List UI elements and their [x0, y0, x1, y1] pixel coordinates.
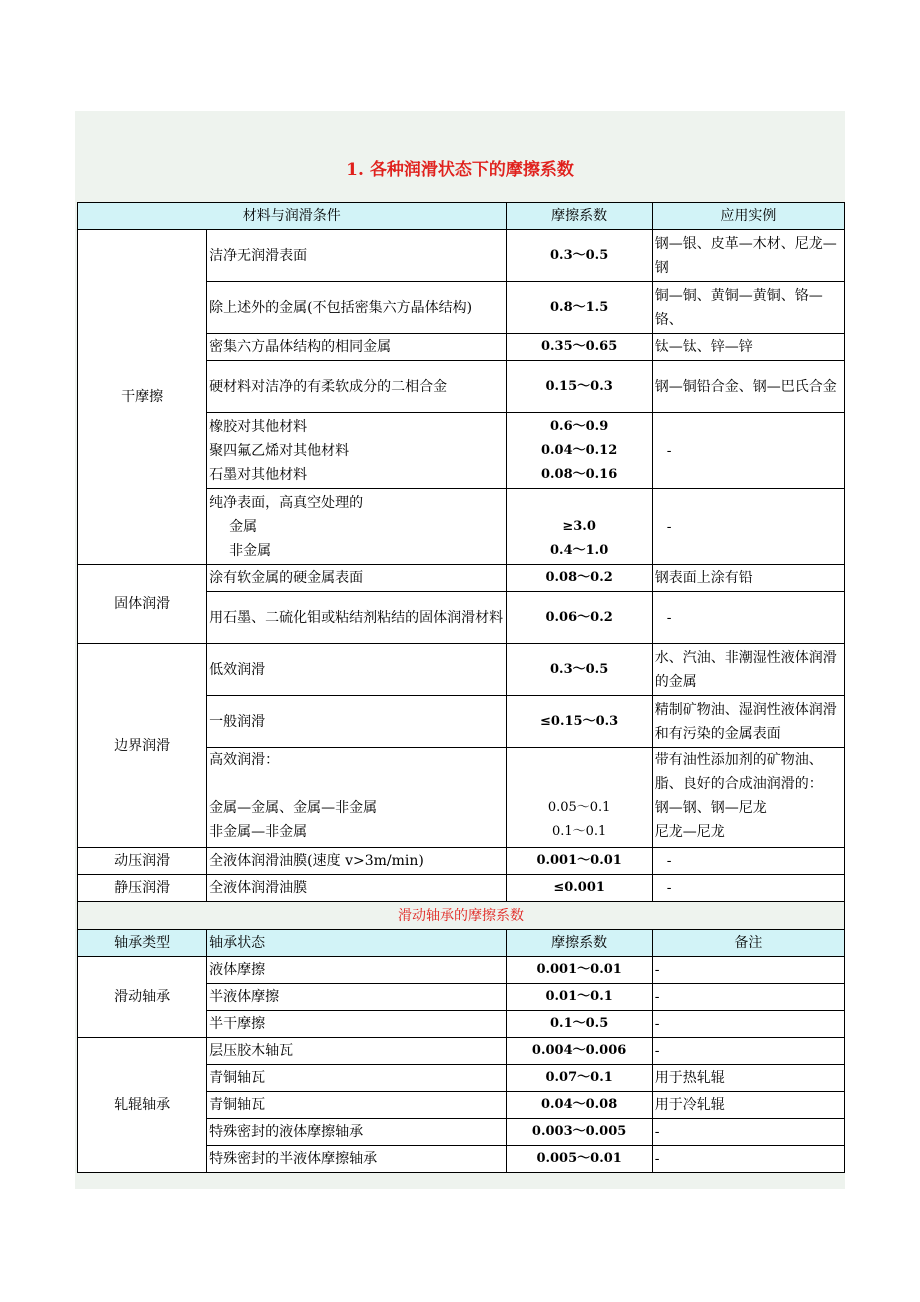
table-row: [78, 848, 845, 875]
note-cell: -: [652, 1011, 844, 1038]
state-cell: 半液体摩擦: [207, 984, 506, 1011]
application-cell: -: [652, 848, 844, 875]
condition-cell: 低效润滑: [207, 644, 506, 696]
condition-line: 高效润滑：: [209, 752, 280, 768]
group-dynamic: 动压润滑: [78, 848, 207, 875]
coef-cell: 0.001～0.01: [506, 957, 652, 984]
state-cell: 特殊密封的半液体摩擦轴承: [207, 1146, 506, 1173]
coef-cell: 0.3～0.5: [506, 230, 652, 282]
condition-cell: [207, 748, 506, 848]
state-cell: 液体摩擦: [207, 957, 506, 984]
coef-cell: 0.1～0.5: [506, 1011, 652, 1038]
application-cell: 钢表面上涂有铅: [652, 565, 844, 592]
condition-line: 纯净表面，高真空处理的: [209, 494, 364, 511]
table-row: [78, 644, 845, 696]
coef-line: 0.08～0.16: [540, 466, 618, 482]
note-cell: 用于冷轧辊: [652, 1092, 844, 1119]
table-header-row: [78, 930, 845, 957]
state-cell: 青铜轴瓦: [207, 1065, 506, 1092]
header-coefficient: 摩擦系数: [506, 203, 652, 230]
section-title-row: [78, 902, 845, 930]
table-row: [78, 565, 845, 592]
coef-cell: [506, 413, 652, 489]
condition-line: 金属: [229, 518, 258, 535]
header-application: 应用实例: [652, 203, 844, 230]
application-cell: -: [652, 413, 844, 489]
condition-cell: 涂有软金属的硬金属表面: [207, 565, 506, 592]
group-boundary: 边界润滑: [78, 644, 207, 848]
note-cell: -: [652, 957, 844, 984]
application-cell: -: [652, 875, 844, 902]
application-cell: 钢—银、皮革—木材、尼龙—钢: [652, 230, 844, 282]
group-solid: 固体润滑: [78, 565, 207, 644]
note-cell: -: [652, 1038, 844, 1065]
coef-cell: [506, 748, 652, 848]
application-cell: [652, 748, 844, 848]
note-cell: -: [652, 1119, 844, 1146]
application-cell: -: [652, 592, 844, 644]
page-title: 1. 各种润滑状态下的摩擦系数: [346, 160, 574, 180]
table-row: [78, 230, 845, 282]
state-cell: 层压胶木轴瓦: [207, 1038, 506, 1065]
application-cell: 铜—铜、黄铜—黄铜、铬—铬、: [652, 282, 844, 334]
table-row: [78, 875, 845, 902]
condition-cell: 除上述外的金属(不包括密集六方晶体结构): [207, 282, 506, 334]
condition-line: 聚四氟乙烯对其他材料: [209, 442, 350, 459]
table-row: [78, 1038, 845, 1065]
application-cell: -: [652, 489, 844, 565]
coef-cell: ≤0.15～0.3: [506, 696, 652, 748]
table-header-row: [78, 203, 845, 230]
coef-line: 0.05～0.1: [547, 800, 611, 815]
coef-cell: ≤0.001: [506, 875, 652, 902]
table-row: [78, 957, 845, 984]
condition-cell: [207, 489, 506, 565]
coef-line: 0.4～1.0: [550, 542, 609, 558]
condition-line: 橡胶对其他材料: [209, 418, 308, 435]
application-line: 尼龙—尼龙: [654, 824, 725, 840]
coef-line: ≥3.0: [562, 518, 596, 534]
group-sliding-bearing: 滑动轴承: [78, 957, 207, 1038]
coef-line: 0.6～0.9: [550, 418, 609, 434]
coef-cell: 0.3～0.5: [506, 644, 652, 696]
friction-table: [77, 202, 845, 1173]
header-coefficient: 摩擦系数: [506, 930, 652, 957]
coef-cell: 0.01～0.1: [506, 984, 652, 1011]
coef-line: 0.04～0.12: [540, 442, 618, 458]
coef-cell: 0.003～0.005: [506, 1119, 652, 1146]
condition-line: 非金属: [229, 542, 272, 559]
application-line: 钢—钢、钢—尼龙: [654, 800, 767, 816]
application-cell: 水、汽油、非潮湿性液体润滑的金属: [652, 644, 844, 696]
coef-cell: 0.35～0.65: [506, 334, 652, 361]
condition-line: 非金属—非金属: [209, 824, 308, 840]
state-cell: 半干摩擦: [207, 1011, 506, 1038]
header-bearing-type: 轴承类型: [78, 930, 207, 957]
coef-line: [509, 772, 650, 796]
coef-line: 0.1～0.1: [551, 824, 607, 839]
header-bearing-state: 轴承状态: [207, 930, 506, 957]
coef-cell: 0.001～0.01: [506, 848, 652, 875]
condition-cell: 硬材料对洁净的有柔软成分的二相合金: [207, 361, 506, 413]
application-line: 带有油性添加剂的矿物油、脂、良好的合成油润滑的：: [654, 752, 823, 792]
condition-cell: 洁净无润滑表面: [207, 230, 506, 282]
condition-cell: 全液体润滑油膜: [207, 875, 506, 902]
condition-line: 石墨对其他材料: [209, 466, 308, 483]
condition-cell: 一般润滑: [207, 696, 506, 748]
group-roller-bearing: 轧辊轴承: [78, 1038, 207, 1173]
condition-cell: [207, 413, 506, 489]
application-cell: 钛—钛、锌—锌: [652, 334, 844, 361]
header-note: 备注: [652, 930, 844, 957]
coef-cell: 0.8～1.5: [506, 282, 652, 334]
coef-cell: 0.06～0.2: [506, 592, 652, 644]
group-static: 静压润滑: [78, 875, 207, 902]
condition-cell: 密集六方晶体结构的相同金属: [207, 334, 506, 361]
coef-cell: 0.07～0.1: [506, 1065, 652, 1092]
state-cell: 青铜轴瓦: [207, 1092, 506, 1119]
application-cell: 钢—铜铅合金、钢—巴氏合金: [652, 361, 844, 413]
condition-line: [209, 772, 503, 796]
note-cell: 用于热轧辊: [652, 1065, 844, 1092]
group-dry: 干摩擦: [78, 230, 207, 565]
header-material: 材料与润滑条件: [78, 203, 507, 230]
application-cell: 精制矿物油、湿润性液体润滑和有污染的金属表面: [652, 696, 844, 748]
coef-line: [509, 491, 650, 515]
condition-cell: 全液体润滑油膜(速度 v>3m/min): [207, 848, 506, 875]
coef-cell: 0.08～0.2: [506, 565, 652, 592]
coef-cell: [506, 489, 652, 565]
coef-cell: 0.15～0.3: [506, 361, 652, 413]
note-cell: -: [652, 1146, 844, 1173]
coef-cell: 0.005～0.01: [506, 1146, 652, 1173]
section-title-bearing: 滑动轴承的摩擦系数: [78, 902, 845, 930]
condition-cell: 用石墨、二硫化钼或粘结剂粘结的固体润滑材料: [207, 592, 506, 644]
coef-line: [509, 748, 650, 772]
coef-cell: 0.04～0.08: [506, 1092, 652, 1119]
coef-cell: 0.004～0.006: [506, 1038, 652, 1065]
state-cell: 特殊密封的液体摩擦轴承: [207, 1119, 506, 1146]
note-cell: -: [652, 984, 844, 1011]
condition-line: 金属—金属、金属—非金属: [209, 800, 378, 816]
